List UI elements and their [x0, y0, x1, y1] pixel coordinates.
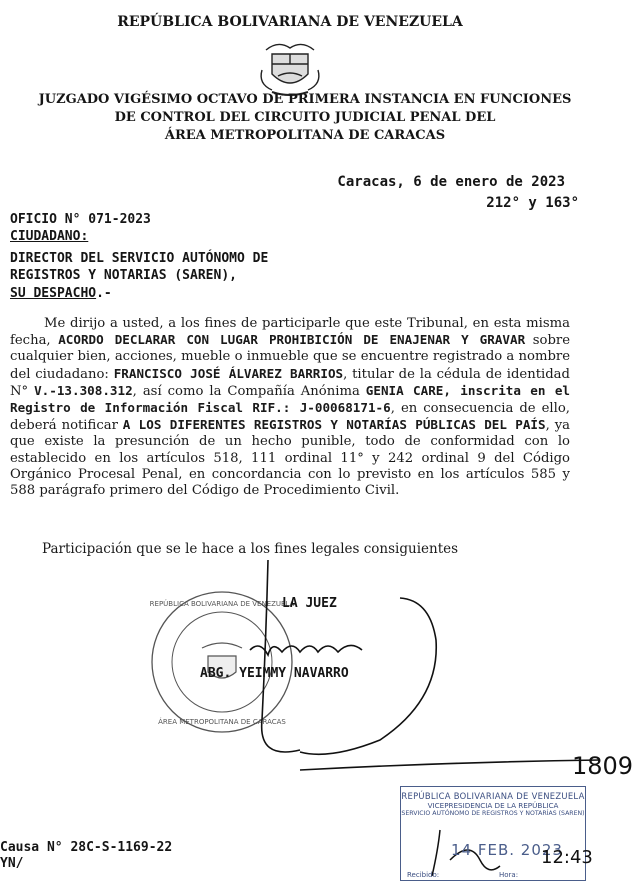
judge-name: ABG. YEIMMY NAVARRO: [200, 666, 349, 681]
body-text-4: , así como la Compañía Anónima: [132, 383, 366, 399]
oficio-number: OFICIO N° 071-2023: [10, 212, 151, 227]
handwritten-number: 1809: [572, 752, 634, 780]
receipt-line2: VICEPRESIDENCIA DE LA REPÚBLICA: [427, 801, 559, 810]
su-despacho: [10, 286, 112, 301]
su-despacho-text: SU DESPACHO: [10, 286, 97, 301]
body-text-3: , titular de la cédula de identidad N°: [10, 366, 570, 399]
receipt-line3: SERVICIO AUTÓNOMO DE REGISTROS Y NOTARÍAS (SAREN): [401, 810, 585, 817]
typist-initials: YN/: [0, 856, 24, 871]
receipt-hour-label: Hora:: [499, 871, 519, 879]
receipt-date: 14 FEB. 2023: [451, 841, 563, 859]
patriotic-years: 212° y 163°: [486, 195, 579, 211]
ciudadano-label: CIUDADANO:: [10, 229, 89, 244]
court-seal-stamp: [150, 592, 295, 732]
judge-title: LA JUEZ: [282, 596, 337, 611]
receipt-received-label: Recibido:: [407, 871, 440, 879]
court-heading-line1: JUZGADO VIGÉSIMO OCTAVO DE PRIMERA INSTANCIA EN FUNCIONES: [38, 92, 572, 107]
country-heading: REPÚBLICA BOLIVARIANA DE VENEZUELA: [117, 14, 463, 30]
court-heading-line2: DE CONTROL DEL CIRCUITO JUDICIAL PENAL DEL: [114, 110, 496, 125]
svg-text:ÁREA METROPOLITANA DE CARACAS: ÁREA METROPOLITANA DE CARACAS: [158, 718, 286, 726]
recipient-line1: DIRECTOR DEL SERVICIO AUTÓNOMO DE: [10, 251, 269, 266]
closing-sentence: Participación que se le hace a los fines legales consiguientes: [42, 541, 459, 557]
su-despacho-suffix: .-: [96, 286, 112, 301]
body-paragraph: [10, 316, 570, 499]
receipt-handwritten-time: 12:43: [541, 847, 593, 868]
venezuela-coat-of-arms-icon: [261, 44, 319, 95]
receipt-line1: REPÚBLICA BOLIVARIANA DE VENEZUELA: [401, 791, 585, 801]
city-date: Caracas, 6 de enero de 2023: [337, 174, 565, 190]
court-heading-line3: ÁREA METROPOLITANA DE CARACAS: [164, 128, 446, 143]
svg-text:REPÚBLICA BOLIVARIANA DE VENEZ: REPÚBLICA BOLIVARIANA DE VENEZUELA: [149, 600, 295, 608]
judge-signature: [250, 560, 600, 770]
body-text-1: Me dirijo a usted, a los fines de participarle que este Tribunal, en esta misma fecha,: [10, 316, 570, 349]
body-text-6: , ya que existe la presunción de un hecho punible, todo de conformidad con lo establecido en los artículos 518, 111 ordinal 11° y 242 ordinal 9 del Código Orgánico Procesal Penal, en concordancia con lo previsto en los artículos 585 y 588 parágrafo primero del Código de Procedimiento Civil.: [10, 418, 571, 499]
citizen-id: V.-13.308.312: [34, 382, 133, 398]
body-text-5: , en consecuencia de ello, deberá notificar: [10, 401, 570, 434]
registries-notice: A LOS DIFERENTES REGISTROS Y NOTARÍAS PÚBLICAS DEL PAÍS: [122, 417, 546, 433]
body-bold-1: ACORDO DECLARAR CON LUGAR PROHIBICIÓN DE ENAJENAR Y GRAVAR: [58, 332, 526, 348]
saren-receipt-stamp: [400, 786, 593, 881]
recipient-line2: REGISTROS Y NOTARIAS (SAREN),: [10, 268, 237, 283]
body-text-2: sobre cualquier bien, acciones, mueble o inmueble que se encuentre registrado a nombre del ciudadano:: [10, 333, 571, 382]
causa-number: Causa N° 28C-S-1169-22: [0, 840, 173, 855]
company-info: GENIA CARE, inscrita en el Registro de Información Fiscal RIF.: J-00068171-6: [10, 382, 570, 416]
citizen-name: FRANCISCO JOSÉ ÁLVAREZ BARRIOS: [113, 365, 344, 381]
